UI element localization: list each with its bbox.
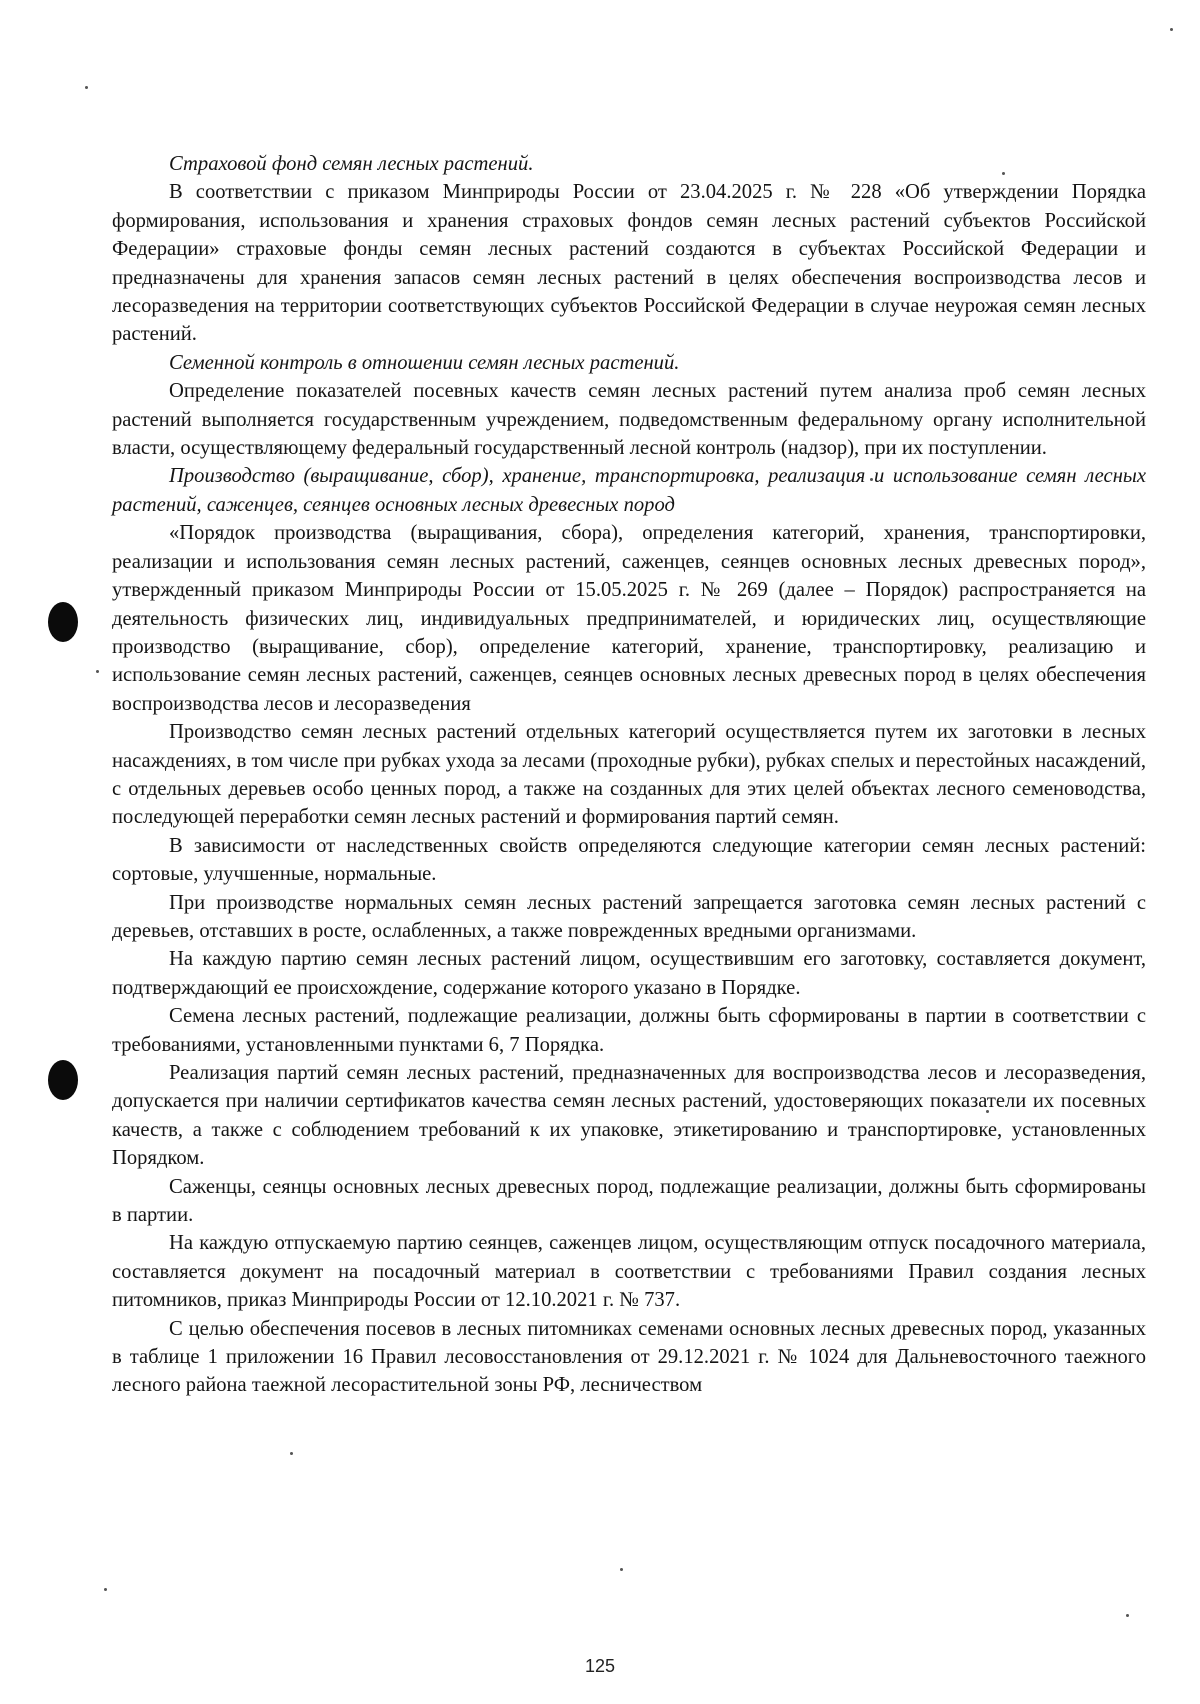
paragraph: В зависимости от наследственных свойств определяются следующие категории семян лесных растений: сортовые, улучшенные, нормальные. (112, 834, 1146, 886)
scan-speck (620, 1568, 623, 1571)
paragraph: Реализация партий семян лесных растений, предназначенных для воспроизводства лесов и лесоразведения, допускается при наличии сертификатов качества семян лесных растений, удостоверяющих показатели их посевных качеств, а также с соблюдением требований к их упаковке, этикетированию и транспортировке, установленных Порядком. (112, 1062, 1146, 1170)
scan-speck (85, 86, 88, 89)
scan-speck (104, 1588, 107, 1591)
page-number: 125 (584, 1656, 616, 1676)
section-heading-production: Производство (выращивание, сбор), хранение, транспортировка, реализация и использование семян лесных растений, саженцев, сеянцев основных лесных древесных пород (112, 465, 1146, 516)
paragraph: На каждую партию семян лесных растений лицом, осуществившим его заготовку, составляется документ, подтверждающий ее происхождение, содержание которого указано в Порядке. (112, 948, 1146, 999)
scan-speck (1126, 1614, 1129, 1617)
punch-hole-top (48, 602, 78, 642)
paragraph: Производство семян лесных растений отдельных категорий осуществляется путем их заготовки в лесных насаждениях, в том числе при рубках ухода за лесами (проходные рубки), рубках спелых и перестойных насаждений, с отдельных деревьев особо ценных пород, а также на созданных для этих целей объектах лесного семеноводства, последующей переработки семян лесных растений и формирования партий семян. (112, 721, 1146, 829)
scan-speck (290, 1452, 293, 1455)
scan-speck (1170, 28, 1173, 31)
paragraph: «Порядок производства (выращивания, сбора), определения категорий, хранения, транспортировки, реализации и использования семян лесных растений, саженцев, сеянцев основных лесных древесных пород», утвержденный приказом Минприроды России от 15.05.2025 г. № 269 (далее – Порядок) распространяется на деятельность физических лиц, индивидуальных предпринимателей, и юридических лиц, осуществляющие производство (выращивание, сбор), определение категорий, хранение, транспортировку, реализацию и использование семян лесных растений, саженцев, сеянцев основных лесных древесных пород в целях обеспечения воспроизводства лесов и лесоразведения (112, 522, 1146, 715)
punch-hole-bottom (48, 1060, 78, 1100)
paragraph: При производстве нормальных семян лесных растений запрещается заготовка семян лесных растений с деревьев, отставших в росте, ослабленных, а также поврежденных вредными организмами. (112, 891, 1146, 942)
paragraph: Семена лесных растений, подлежащие реализации, должны быть сформированы в партии в соответствии с требованиями, установленными пунктами 6, 7 Порядка. (112, 1005, 1146, 1056)
section-heading-insurance-fund: Страховой фонд семян лесных растений. (169, 153, 534, 175)
scan-speck (96, 670, 99, 673)
paragraph: Определение показателей посевных качеств семян лесных растений путем анализа проб семян лесных растений выполняется государственным учреждением, подведомственным федеральному органу исполнительной власти, осуществляющему федеральный государственный лесной контроль (надзор), при их поступлении. (112, 380, 1146, 460)
section-heading-seed-control: Семенной контроль в отношении семян лесных растений. (169, 351, 680, 374)
paragraph: С целью обеспечения посевов в лесных питомниках семенами основных лесных древесных пород, указанных в таблице 1 приложении 16 Правил лесовосстановления от 29.12.2021 г. № 1024 для Дальневосточного таежного лесного района таежной лесорастительной зоны РФ, лесничеством (112, 1317, 1146, 1397)
paragraph: На каждую отпускаемую партию сеянцев, саженцев лицом, осуществляющим отпуск посадочного материала, составляется документ на посадочный материал в соответствии с требованиями Правил создания лесных питомников, приказ Минприроды России от 12.10.2021 г. № 737. (112, 1232, 1146, 1312)
paragraph: Саженцы, сеянцы основных лесных древесных пород, подлежащие реализации, должны быть сформированы в партии. (112, 1175, 1146, 1227)
paragraph: В соответствии с приказом Минприроды России от 23.04.2025 г. № 228 «Об утверждении Порядка формирования, использования и хранения страховых фондов семян лесных растений субъектов Российской Федерации» страховые фонды семян лесных растений создаются в субъектах Российской Федерации и предназначены для хранения запасов семян лесных растений в целях обеспечения воспроизводства лесов и лесоразведения на территории соответствующих субъектов Российской Федерации в случае неурожая семян лесных растений. (112, 181, 1146, 346)
document-body (112, 150, 1146, 1400)
